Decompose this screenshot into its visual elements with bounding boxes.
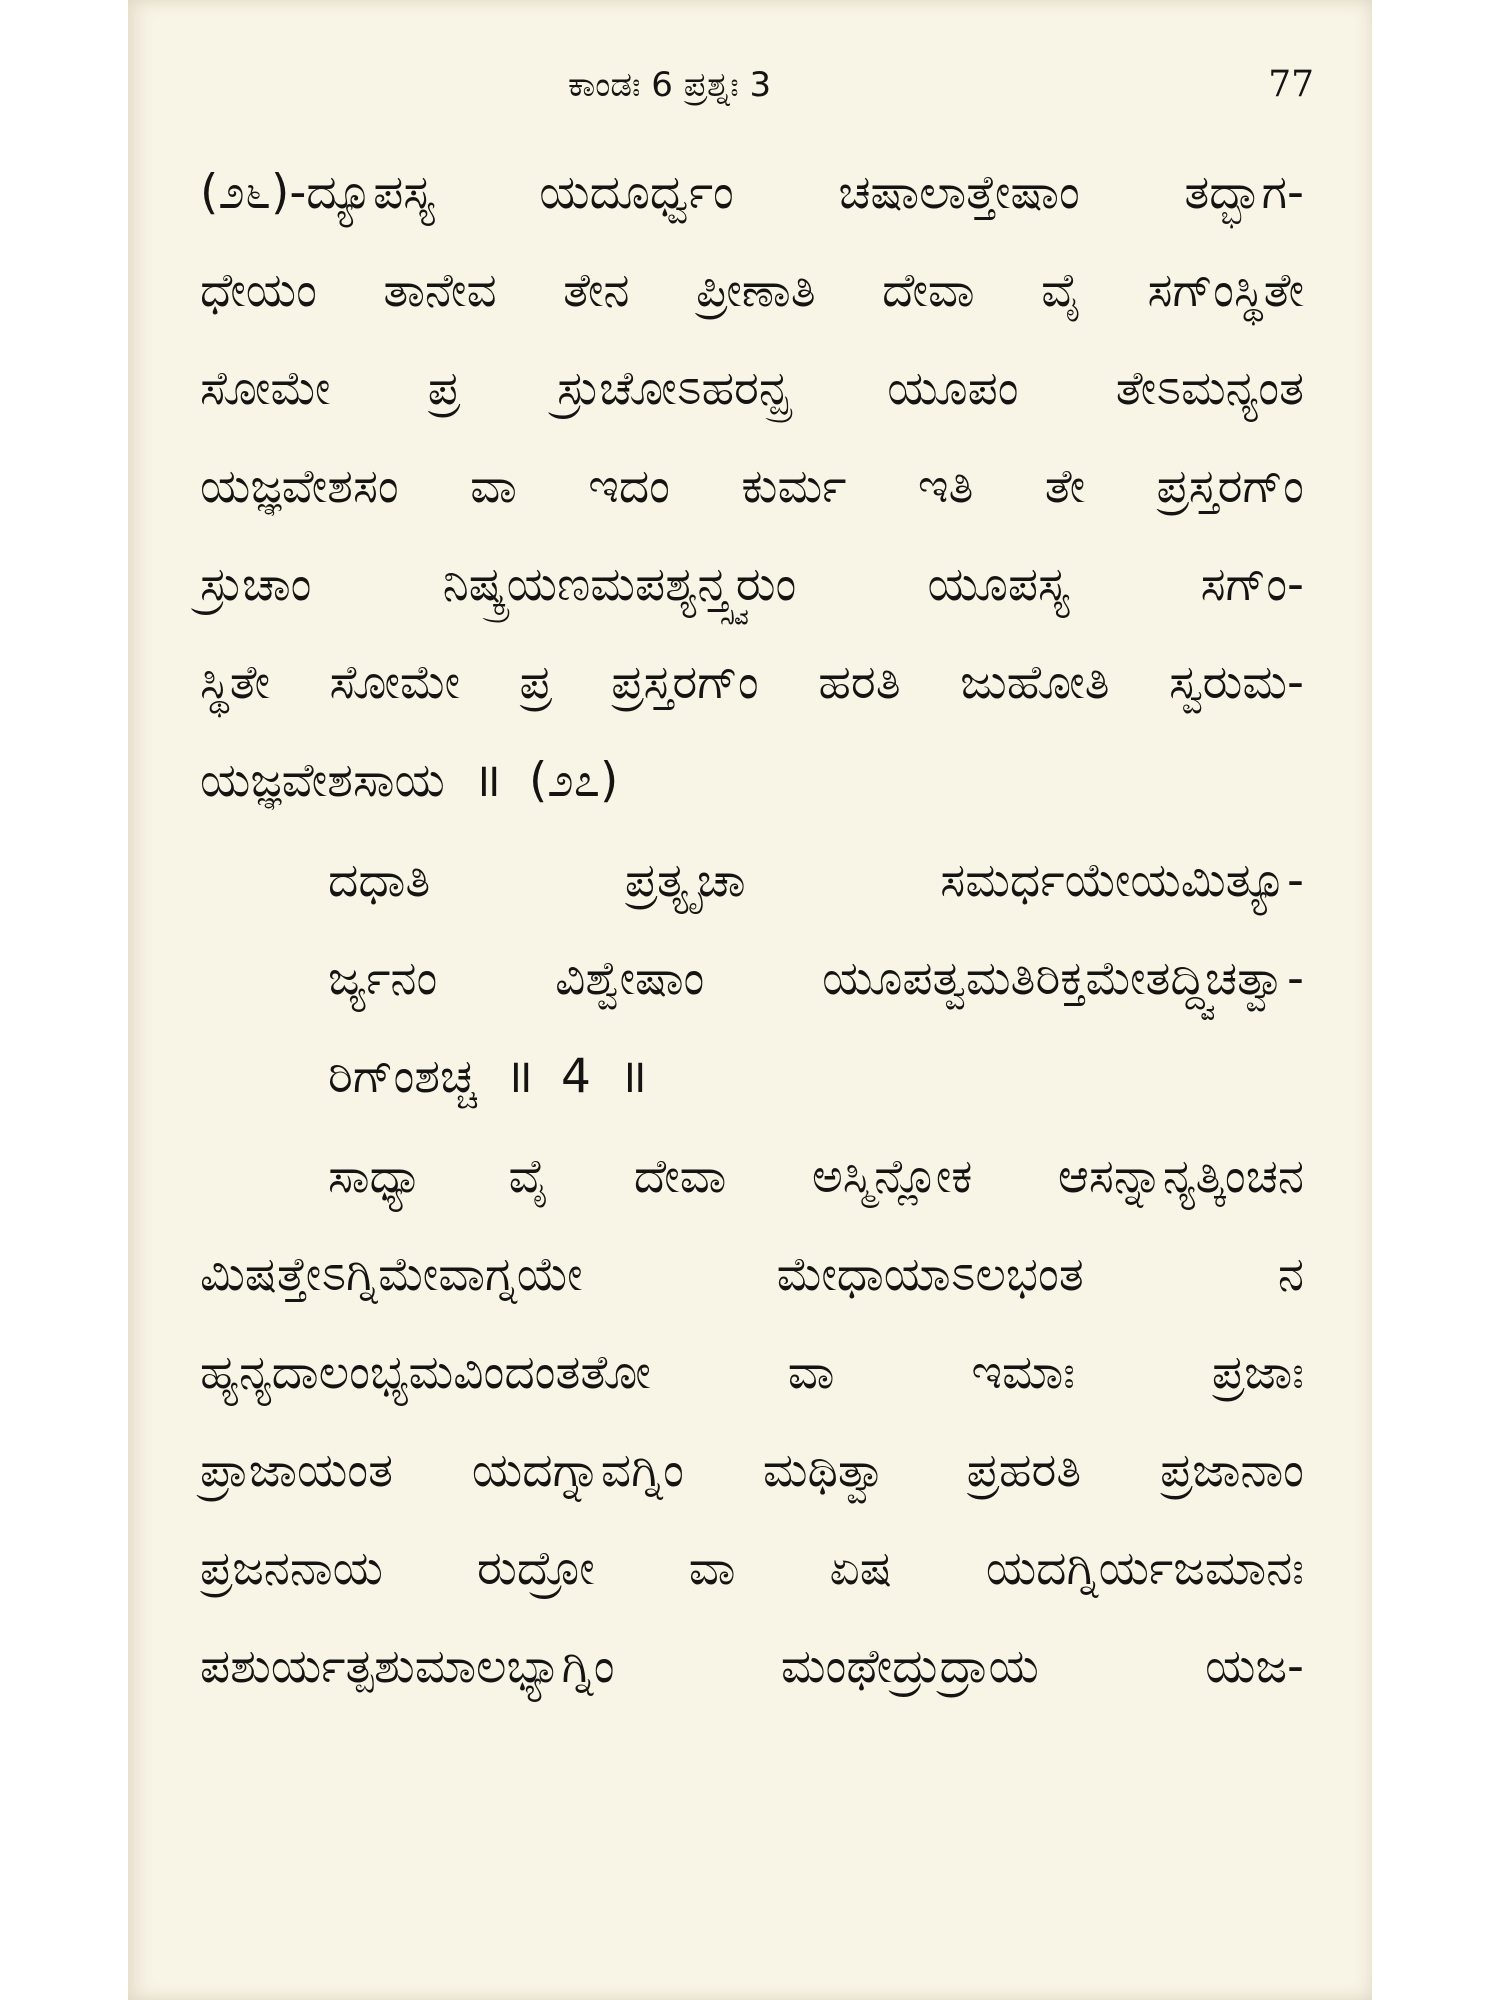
text-word: ಪಶುರ್ಯತ್ಪಶುಮಾಲಭ್ಯಾಗ್ನಿಂ [200, 1639, 615, 1694]
text-word: ಪ್ರಸ್ತರಗ್ಂ [611, 655, 759, 710]
text-word: ನಿಷ್ಕ್ರಯಣಮಪಶ್ಯನ್ತ್ಸ್ವರುಂ [442, 557, 797, 612]
text-word: ತೇಽಮನ್ಯಂತ [1115, 361, 1304, 416]
text-word: ದಧಾತಿ [328, 853, 431, 908]
text-word: ಏಷ [829, 1541, 892, 1596]
text-line [200, 1436, 1304, 1506]
text-line [200, 944, 1304, 1014]
text-word: ತಾನೇವ [383, 263, 497, 318]
text-word: ಪ್ರ [519, 655, 552, 710]
text-word: ತೇನ [563, 263, 630, 318]
text-word: ಯದಗ್ನಿರ್ಯಜಮಾನಃ [985, 1541, 1304, 1596]
text-word: ಹ್ಯನ್ಯದಾಲಂಭ್ಯಮವಿಂದಂತತೋ [200, 1345, 651, 1400]
text-line [200, 746, 1304, 816]
text-word: ಸೋಮೇ [329, 655, 461, 710]
text-word: ಪ್ರತ್ಯೃಚಾ [624, 853, 746, 908]
text-word: ರ್ಜ್ಯನಂ [328, 951, 438, 1006]
text-word: ವೈ [1041, 263, 1082, 318]
text-word: ಸಗ್ಂಸ್ಥಿತೇ [1147, 263, 1304, 318]
text-word: ॥ [472, 753, 501, 808]
text-word: ವಾ [688, 1541, 736, 1596]
running-head [128, 60, 1372, 110]
text-word: ತೇ [1044, 459, 1086, 514]
text-word: ಹರತಿ [818, 655, 901, 710]
text-word: ॥ [504, 1049, 533, 1104]
text-word: ಸ್ರುಚಾಂ [200, 557, 312, 612]
text-word: ಯೂಪಸ್ಯ [927, 557, 1070, 612]
text-word: ಇತಿ [917, 459, 974, 514]
text-line [200, 648, 1304, 718]
text-line [200, 1240, 1304, 1310]
text-word: ಮೇಧಾಯಾಽಲಭಂತ [776, 1247, 1084, 1302]
text-word: ಅಸ್ಮಿನ್ಲೋಕ [811, 1149, 973, 1204]
text-word: ದೇವಾ [882, 263, 975, 318]
text-word: ಯಜ್ಞವೇಶಸಂ [200, 459, 399, 514]
text-word: ಸಾಧ್ಯಾ [328, 1149, 423, 1204]
text-word: (೨೬)-ದ್ಯೂಪಸ್ಯ [200, 165, 435, 220]
text-line [200, 354, 1304, 424]
text-word: ಚಷಾಲಾತ್ತೇಷಾಂ [838, 165, 1080, 220]
text-line [200, 1534, 1304, 1604]
text-word: ಮಿಷತ್ತೇಽಗ್ನಿಮೇವಾಗ್ನಯೇ [200, 1247, 583, 1302]
text-word: ಯದೂರ್ಧ್ವಂ [539, 165, 734, 220]
running-title: ಕಾಂಡಃ 6 ಪ್ರಶ್ನಃ 3 [568, 65, 772, 105]
text-word: ಯೂಪಂ [887, 361, 1019, 416]
text-word: ಇದಂ [588, 459, 670, 514]
text-line [200, 1042, 1304, 1112]
text-line [200, 1338, 1304, 1408]
text-line [200, 550, 1304, 620]
text-word: ರಿಗ್ಂಶಚ್ಚ [328, 1049, 477, 1104]
text-line [200, 1632, 1304, 1702]
text-word: ॥ [618, 1049, 648, 1104]
book-page [128, 0, 1372, 2000]
text-word: ಪ್ರಾಜಾಯಂತ [200, 1443, 394, 1498]
text-word: ನ [1277, 1247, 1304, 1302]
text-word: ಪ್ರಜನನಾಯ [200, 1541, 383, 1596]
text-word: ಇಮಾಃ [971, 1345, 1075, 1400]
text-word: ದೇವಾ [633, 1149, 727, 1204]
text-word: ಯಜ- [1205, 1639, 1304, 1694]
text-word: ಪ್ರಜಾನಾಂ [1160, 1443, 1304, 1498]
text-word: ಕುರ್ಮ [741, 459, 847, 514]
text-line [200, 846, 1304, 916]
text-word: ಸ್ಥಿತೇ [200, 655, 271, 710]
text-word: (೨೭) [528, 753, 619, 808]
text-word: ರುದ್ರೋ [477, 1541, 595, 1596]
text-word: ತದ್ಭಾಗ- [1184, 165, 1304, 220]
text-word: ಪ್ರಹರತಿ [966, 1443, 1082, 1498]
text-word: ವಾ [787, 1345, 835, 1400]
text-line [200, 452, 1304, 522]
text-line [200, 158, 1304, 228]
text-line [200, 1142, 1304, 1212]
text-word: ಜುಹೋತಿ [960, 655, 1110, 710]
text-word: ಯೂಪತ್ವಮತಿರಿಕ್ತಮೇತದ್ದ್ವಿಚತ್ವಾ- [822, 951, 1304, 1006]
text-word: ಸ್ವರುಮ- [1169, 655, 1304, 710]
text-word: 4 [560, 1049, 591, 1104]
text-line [200, 256, 1304, 326]
text-word: ಸಮರ್ಧಯೇಯಮಿತ್ಯೂ- [940, 853, 1304, 908]
text-word: ವಾ [470, 459, 517, 514]
text-word: ಮಂಥೇದ್ರುದ್ರಾಯ [780, 1639, 1039, 1694]
text-word: ಸಗ್ಂ- [1200, 557, 1304, 612]
text-word: ಧೇಯಂ [200, 263, 317, 318]
text-word: ವಿಶ್ವೇಷಾಂ [555, 951, 705, 1006]
text-word: ಸೋಮೇ [200, 361, 331, 416]
text-word: ಪ್ರೀಣಾತಿ [696, 263, 816, 318]
page-number: 77 [1268, 64, 1314, 105]
text-word: ಪ್ರಜಾಃ [1211, 1345, 1304, 1400]
text-word: ಯಜ್ಞವೇಶಸಾಯ [200, 753, 445, 808]
text-word: ಪ್ರ [427, 361, 460, 416]
text-word: ಮಥಿತ್ವಾ [762, 1443, 888, 1498]
text-word: ಸ್ರುಚೋಽಹರನ್ಪ್ರ [557, 361, 791, 416]
text-word: ಯದಗ್ನಾವಗ್ನಿಂ [471, 1443, 684, 1498]
text-word: ವೈ [508, 1149, 549, 1204]
text-word: ಪ್ರಸ್ತರಗ್ಂ [1156, 459, 1304, 514]
text-word: ಆಸನ್ನಾನ್ಯತ್ಕಿಂಚನ [1057, 1149, 1304, 1204]
